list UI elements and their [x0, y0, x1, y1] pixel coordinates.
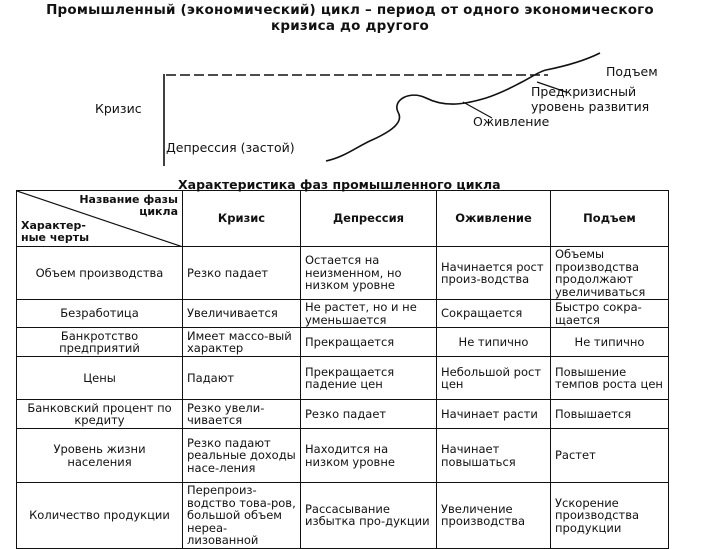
- table-corner-cell: [17, 191, 183, 247]
- crisis-cell: Имеет массо-вый характер: [183, 328, 301, 357]
- table-row-unemployment: [17, 300, 669, 328]
- corner-bottom-label-2: ные черты: [21, 230, 90, 244]
- diagram-label-crisis: Кризис: [95, 101, 142, 116]
- table-row-production-volume: [17, 247, 669, 300]
- recovery-cell: Начинает расти: [437, 400, 551, 429]
- boom-cell: Повышение темпов роста цен: [551, 357, 669, 400]
- crisis-cell: Падают: [183, 357, 301, 400]
- corner-top-label-1: Название фазы: [79, 193, 178, 206]
- table-row-prices: [17, 357, 669, 400]
- boom-cell: Быстро сокра-щается: [551, 300, 669, 328]
- depression-cell: Остается на неизменном, но низком уровне: [301, 247, 437, 300]
- diagram-label-precrisis-line-1: Предкризисный: [531, 84, 637, 99]
- diagram-label-precrisis-line-2: уровень развития: [531, 99, 650, 114]
- header-depression: Депрессия: [301, 191, 437, 247]
- table-row-living-standard: [17, 429, 669, 483]
- boom-cell: Ускорение производства продукции: [551, 483, 669, 549]
- boom-cell: Не типично: [551, 328, 669, 357]
- crisis-cell: Увеличивается: [183, 300, 301, 328]
- depression-cell: Находится на низком уровне: [301, 429, 437, 483]
- depression-cell: Прекращается падение цен: [301, 357, 437, 400]
- feature-cell: Количество продукции: [17, 483, 183, 549]
- feature-cell: Цены: [17, 357, 183, 400]
- diagram-label-precrisis: [531, 84, 649, 114]
- table-header-row: [17, 191, 669, 247]
- recovery-cell: Небольшой рост цен: [437, 357, 551, 400]
- table-row-bankruptcy: [17, 328, 669, 357]
- crisis-cell: Перепроиз-водство това-ров, большой объем нереа-лизованной: [183, 483, 301, 549]
- diagram-label-recovery: Оживление: [473, 114, 550, 129]
- diagram-label-boom: Подъем: [606, 64, 658, 79]
- boom-cell: Объемы производства продолжают увеличиваться: [551, 247, 669, 300]
- depression-cell: Прекращается: [301, 328, 437, 357]
- title-line-2: кризиса до другого: [271, 18, 429, 34]
- recovery-cell: Начинается рост произ-водства: [437, 247, 551, 300]
- header-recovery: Оживление: [437, 191, 551, 247]
- crisis-cell: Резко падают реальные доходы насе-ления: [183, 429, 301, 483]
- crisis-cell: Резко падает: [183, 247, 301, 300]
- corner-top-label-2: цикла: [139, 204, 178, 218]
- feature-cell: Уровень жизни населения: [17, 429, 183, 483]
- feature-cell: Объем производства: [17, 247, 183, 300]
- recovery-cell: Не типично: [437, 328, 551, 357]
- table-row-product-quantity: [17, 483, 669, 549]
- corner-bottom-label-1: Характер-: [21, 219, 86, 232]
- title-line-1: Промышленный (экономический) цикл – период от одного экономического: [46, 2, 654, 18]
- header-boom: Подъем: [551, 191, 669, 247]
- boom-cell: Растет: [551, 429, 669, 483]
- boom-cell: Повышается: [551, 400, 669, 429]
- phases-table: [16, 190, 669, 549]
- table-row-interest-rate: [17, 400, 669, 429]
- depression-cell: Рассасывание избытка про-дукции: [301, 483, 437, 549]
- crisis-cell: Резко увели-чивается: [183, 400, 301, 429]
- recovery-cell: Начинает повышаться: [437, 429, 551, 483]
- header-crisis: Кризис: [183, 191, 301, 247]
- recovery-cell: Увеличение производства: [437, 483, 551, 549]
- depression-cell: Резко падает: [301, 400, 437, 429]
- feature-cell: Безработица: [17, 300, 183, 328]
- table-title: Характеристика фаз промышленного цикла: [178, 177, 501, 192]
- diagram-label-depression: Депрессия (застой): [166, 140, 295, 155]
- recovery-cell: Сокращается: [437, 300, 551, 328]
- feature-cell: Банкротство предприятий: [17, 328, 183, 357]
- depression-cell: Не растет, но и не уменьшается: [301, 300, 437, 328]
- feature-cell: Банковский процент по кредиту: [17, 400, 183, 429]
